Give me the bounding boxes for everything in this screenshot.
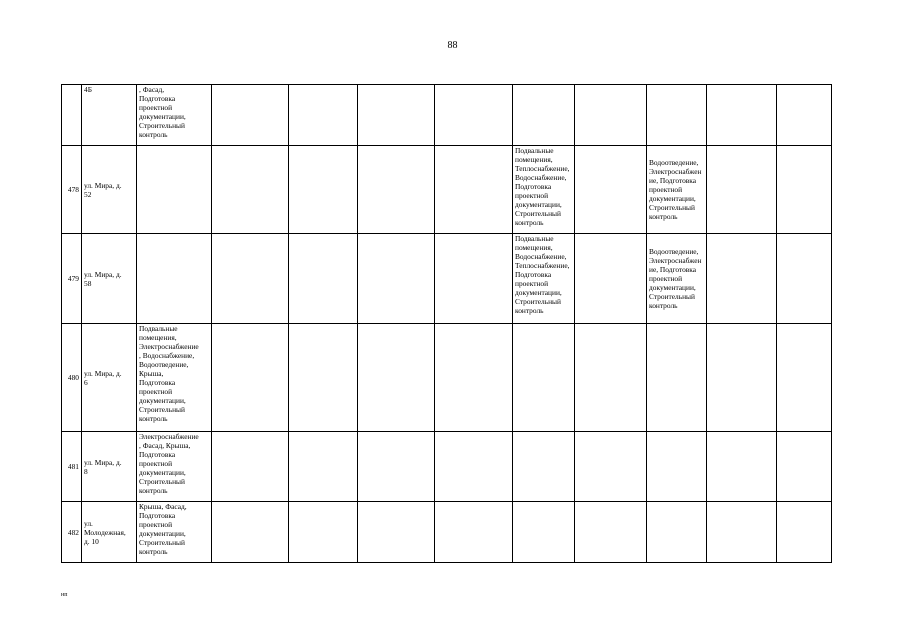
empty-cell xyxy=(289,502,358,563)
empty-cell xyxy=(358,324,435,432)
row-number: 482 xyxy=(62,502,82,563)
empty-cell xyxy=(777,146,832,234)
empty-cell xyxy=(707,502,777,563)
table-row xyxy=(62,324,832,432)
empty-cell xyxy=(289,85,358,146)
works-cell-3: Водоотведение, Электроснабжен ие, Подготовка проектной документации, Строительный контроль xyxy=(647,234,707,324)
empty-cell xyxy=(212,324,289,432)
empty-cell xyxy=(575,146,647,234)
empty-cell xyxy=(358,234,435,324)
works-cell-2: Подвальные помещения, Водоснабжение, Теплоснабжение, Подготовка проектной документации, Строительный контроль xyxy=(513,234,575,324)
empty-cell xyxy=(289,146,358,234)
empty-cell xyxy=(212,502,289,563)
empty-cell xyxy=(707,85,777,146)
address-cell: ул. Мира, д. 58 xyxy=(82,234,137,324)
works-cell: , Фасад, Подготовка проектной документации, Строительный контроль xyxy=(137,85,212,146)
empty-cell xyxy=(212,146,289,234)
works-cell-2 xyxy=(513,85,575,146)
empty-cell xyxy=(575,324,647,432)
empty-cell xyxy=(358,146,435,234)
empty-cell xyxy=(358,502,435,563)
empty-cell xyxy=(358,85,435,146)
works-cell: Подвальные помещения, Электроснабжение , Водоснабжение, Водоотведение, Крыша, Подготовка проектной документации, Строительный контроль xyxy=(137,324,212,432)
works-cell-3 xyxy=(647,432,707,502)
table-row xyxy=(62,502,832,563)
works-cell-2 xyxy=(513,324,575,432)
address-cell: ул. Мира, д. 6 xyxy=(82,324,137,432)
empty-cell xyxy=(358,432,435,502)
address-cell: ул. Мира, д. 52 xyxy=(82,146,137,234)
row-number xyxy=(62,85,82,146)
empty-cell xyxy=(707,324,777,432)
empty-cell xyxy=(289,432,358,502)
works-cell-3 xyxy=(647,502,707,563)
works-cell xyxy=(137,146,212,234)
empty-cell xyxy=(212,234,289,324)
works-cell-2: Подвальные помещения, Теплоснабжение, Водоснабжение, Подготовка проектной документации, Строительный контроль xyxy=(513,146,575,234)
empty-cell xyxy=(575,234,647,324)
row-number: 481 xyxy=(62,432,82,502)
table-row xyxy=(62,234,832,324)
table-row xyxy=(62,146,832,234)
empty-cell xyxy=(289,234,358,324)
works-cell-3: Водоотведение, Электроснабжен ие, Подготовка проектной документации, Строительный контроль xyxy=(647,146,707,234)
empty-cell xyxy=(777,234,832,324)
empty-cell xyxy=(707,234,777,324)
works-cell xyxy=(137,234,212,324)
address-cell: ул. Мира, д. 8 xyxy=(82,432,137,502)
empty-cell xyxy=(777,85,832,146)
works-cell: Электроснабжение , Фасад, Крыша, Подготовка проектной документации, Строительный контроль xyxy=(137,432,212,502)
empty-cell xyxy=(707,432,777,502)
empty-cell xyxy=(435,146,513,234)
empty-cell xyxy=(707,146,777,234)
address-cell: ул. Молодежная, д. 10 xyxy=(82,502,137,563)
empty-cell xyxy=(435,324,513,432)
row-number: 480 xyxy=(62,324,82,432)
empty-cell xyxy=(575,85,647,146)
table-row xyxy=(62,85,832,146)
works-cell: Крыша, Фасад, Подготовка проектной документации, Строительный контроль xyxy=(137,502,212,563)
empty-cell xyxy=(575,432,647,502)
empty-cell xyxy=(777,432,832,502)
table-row xyxy=(62,432,832,502)
empty-cell xyxy=(435,85,513,146)
empty-cell xyxy=(289,324,358,432)
empty-cell xyxy=(777,324,832,432)
works-cell-2 xyxy=(513,502,575,563)
empty-cell xyxy=(435,234,513,324)
empty-cell xyxy=(212,432,289,502)
row-number: 478 xyxy=(62,146,82,234)
page-number: 88 xyxy=(447,40,458,51)
empty-cell xyxy=(212,85,289,146)
empty-cell xyxy=(435,432,513,502)
empty-cell xyxy=(575,502,647,563)
row-number: 479 xyxy=(62,234,82,324)
works-cell-2 xyxy=(513,432,575,502)
address-cell: 4Б xyxy=(82,85,137,146)
capital-repair-table xyxy=(61,84,832,563)
footer-mark: нп xyxy=(61,592,68,598)
empty-cell xyxy=(777,502,832,563)
empty-cell xyxy=(435,502,513,563)
works-cell-3 xyxy=(647,85,707,146)
works-cell-3 xyxy=(647,324,707,432)
